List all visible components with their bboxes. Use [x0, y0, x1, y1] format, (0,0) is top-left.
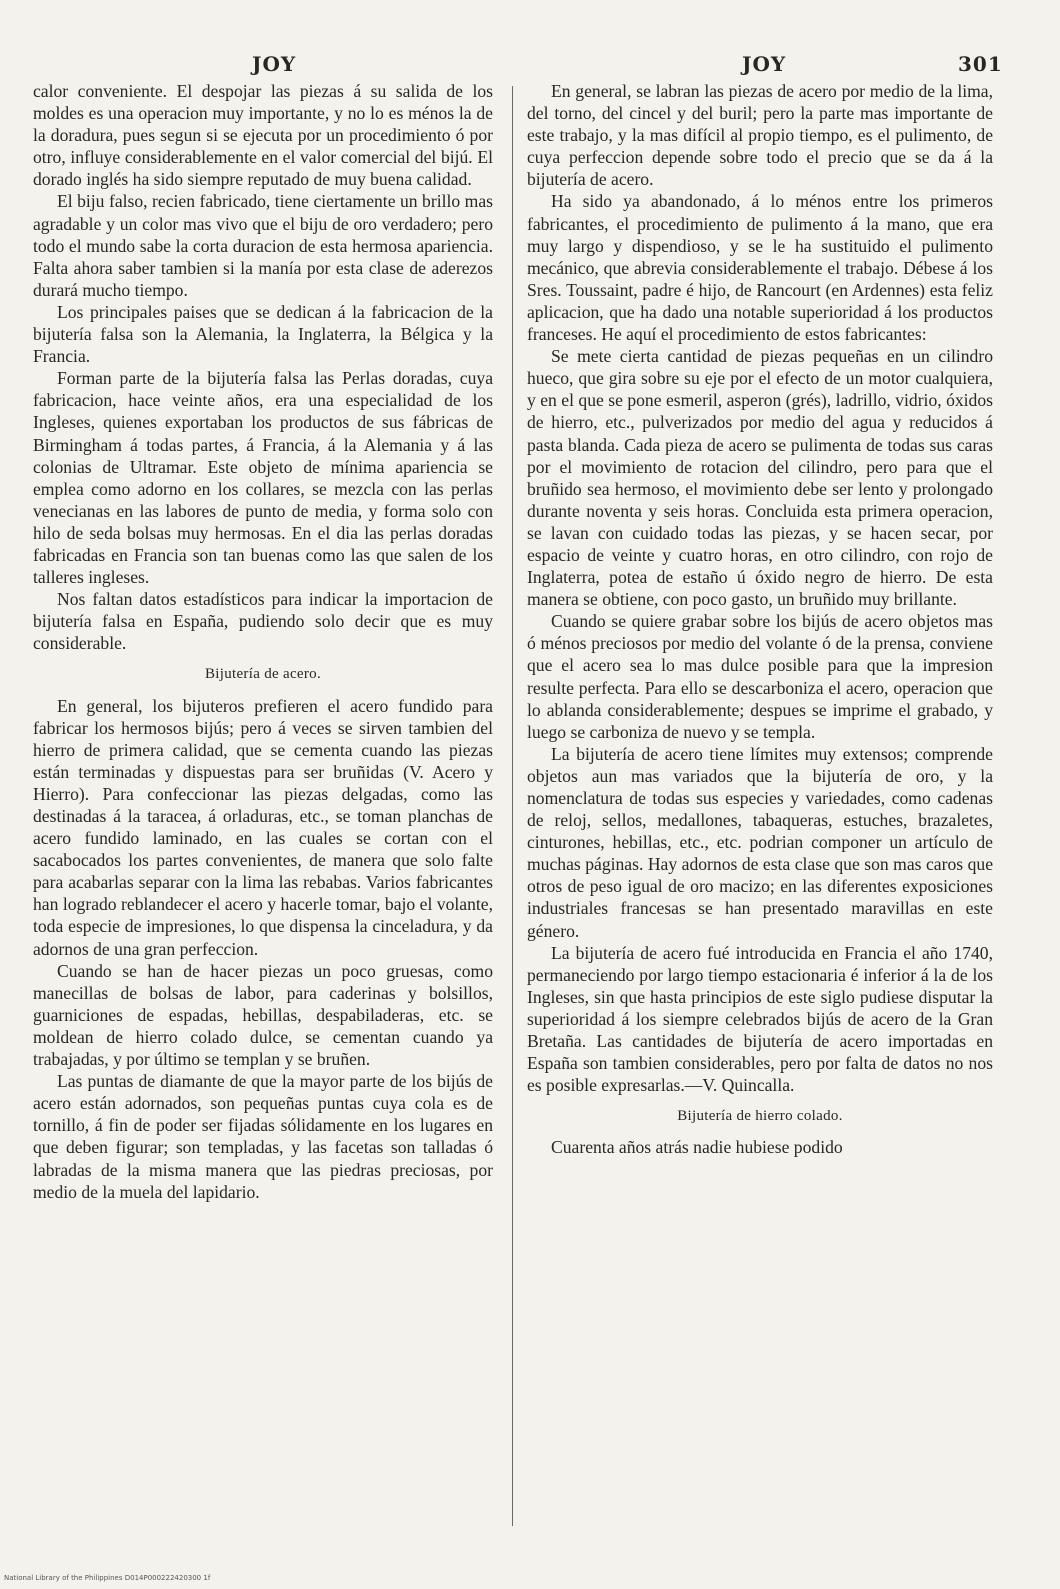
paragraph: Las puntas de diamante de que la mayor parte de los bijús de acero están adornados, son pequeñas puntas cuya cola es de tornillo, á fin de poder ser fijadas sólidamente en los lugares en que deben figurar; son templadas, y las facetas son talladas ó labradas de la misma manera que las piedras preciosas, por medio de la muela del lapidario.: [33, 1071, 493, 1202]
paragraph: Los principales paises que se dedican á la fabricacion de la bijutería falsa son la Alemania, la Inglaterra, la Bélgica y la Francia.: [33, 301, 493, 367]
paragraph: En general, se labran las piezas de acero por medio de la lima, del torno, del cincel y del buril; pero la parte mas importante de este trabajo, y la mas difícil al propio tiempo, es el pulimento, de cuya perfeccion depende sobre todo el precio que se da á la bijutería de acero.: [527, 81, 993, 190]
right-column: [527, 80, 993, 1159]
left-column: [33, 80, 493, 1203]
paragraph: Se mete cierta cantidad de piezas pequeñas en un cilindro hueco, que gira sobre su eje por el efecto de un motor cualquiera, y en el que se pone esmeril, asperon (grés), ladrillo, vidrio, óxidos de hierro, etc., pulverizados por medio del agua y reducidos á pasta blanda. Cada pieza de acero se pulimenta de todas sus caras por el movimiento de rotacion del cilindro, pero para que el bruñido sea hermoso, el movimiento debe ser lento y prolongado durante noventa y seis horas. Concluida esta primera operacion, se lavan con cuidado todas las piezas, y se hacen secar, por espacio de veinte y cuatro horas, en otro cilindro, con rojo de Inglaterra, potea de estaño ú óxido negro de hierro. De esta manera se obtiene, con poco gasto, un bruñido muy brillante.: [527, 346, 993, 610]
paragraph: La bijutería de acero tiene límites muy extensos; comprende objetos aun mas variados que la bijutería de oro, y la nomenclatura de todas sus especies y variedades, como cadenas de reloj, sellos, medallones, tabaqueras, estuches, brazaletes, cinturones, hebillas, etc., etc. podrian componer un artículo de muchas páginas. Hay adornos de esta clase que son mas caros que otros de peso igual de oro macizo; en las diferentes exposiciones industriales francesas se han presentado maravillas en este género.: [527, 743, 993, 941]
paragraph: El biju falso, recien fabricado, tiene ciertamente un brillo mas agradable y un color mas vivo que el biju de oro verdadero; pero todo el mundo sabe la corta duracion de esta hermosa apariencia. Falta ahora saber tambien si la manía por esta clase de aderezos durará mucho tiempo.: [33, 191, 493, 300]
running-head-left: JOY: [252, 52, 297, 76]
paragraph: Cuando se quiere grabar sobre los bijús de acero objetos mas ó ménos preciosos por medio del volante ó de la prensa, conviene que el acero sea lo mas dulce posible para que la impresion resulte perfecta. Para ello se descarboniza el acero, operacion que lo ablanda considerablemente; despues se imprime el grabado, y luego se carboniza de nuevo y se templa.: [527, 611, 993, 742]
scan-footer: National Library of the Philippines D014P000222420300 1f: [4, 1574, 211, 1582]
paragraph: calor conveniente. El despojar las piezas á su salida de los moldes es una operacion muy importante, y no lo es ménos la de la doradura, pues segun si se ejecuta por un procedimiento ó por otro, influye considerablemente en el valor comercial del bijú. El dorado inglés ha sido siempre reputado de muy buena calidad.: [33, 81, 493, 190]
paragraph: En general, los bijuteros prefieren el acero fundido para fabricar los hermosos bijús; pero á veces se sirven tambien del hierro de primera calidad, que se cementa cuando las piezas están terminadas y dispuestas para ser bruñidas (V. Acero y Hierro). Para confeccionar las piezas delgadas, como las destinadas á la taracea, á orladuras, etc., se toman planchas de acero fundido laminado, en las cuales se cortan con el sacabocados los partes convenientes, de manera que solo falte para acabarlas separar con la lima las rebabas. Varios fabricantes han logrado reblandecer el acero y hacerle tomar, bajo el volante, toda especie de impresiones, lo que dispensa la cinceladura, y da adornos de una gran perfeccion.: [33, 695, 493, 959]
running-head-right: JOY: [742, 52, 787, 76]
paragraph: La bijutería de acero fué introducida en Francia el año 1740, permaneciendo por largo tiempo estacionaria é inferior á la de los Ingleses, sin que hasta principios de este siglo pudiese disputar la superioridad á los siempre celebrados bijús de acero de la Gran Bretaña. Las cantidades de bijutería de acero importadas en España son tambien considerables, pero por falta de datos no nos es posible expresarlas.—V. Quincalla.: [527, 942, 993, 1096]
paragraph: Forman parte de la bijutería falsa las Perlas doradas, cuya fabricacion, hace veinte años, era una especialidad de los Ingleses, quienes exportaban los productos de sus fábricas de Birmingham á todas partes, á Francia, á la Alemania y á las colonias de Ultramar. Este objeto de mínima apariencia se emplea como adorno en los collares, se mezcla con las perlas venecianas en las labores de punto de media, y forma solo con hilo de seda bolsas muy hermosas. En el dia las perlas doradas fabricadas en Francia son tan buenas como las que salen de los talleres ingleses.: [33, 368, 493, 588]
section-heading: Bijutería de hierro colado.: [677, 1108, 843, 1125]
paragraph: Cuando se han de hacer piezas un poco gruesas, como manecillas de bolsas de labor, para caderinas y bolsillos, guarniciones de espadas, hebillas, despabiladeras, etc. se moldean de hierro colado dulce, se cementan cuando ya trabajadas, y por último se templan y se bruñen.: [33, 960, 493, 1070]
page-number: 301: [958, 52, 1003, 76]
section-heading: Bijutería de acero.: [204, 666, 322, 683]
column-divider: [512, 86, 513, 1526]
paragraph: Nos faltan datos estadísticos para indicar la importacion de bijutería falsa en España, pudiendo solo decir que es muy considerable.: [33, 589, 493, 654]
paragraph: Ha sido ya abandonado, á lo ménos entre los primeros fabricantes, el procedimiento de pulimento á la mano, que era muy largo y dispendioso, y se le ha sustituido el pulimento mecánico, que abrevia considerablemente el trabajo. Débese á los Sres. Toussaint, padre é hijo, de Rancourt (en Ardennes) esta feliz aplicacion, que ha dado una notable superioridad á los productos franceses. He aquí el procedimiento de estos fabricantes:: [527, 191, 993, 345]
paragraph: Cuarenta años atrás nadie hubiese podido: [551, 1137, 843, 1158]
